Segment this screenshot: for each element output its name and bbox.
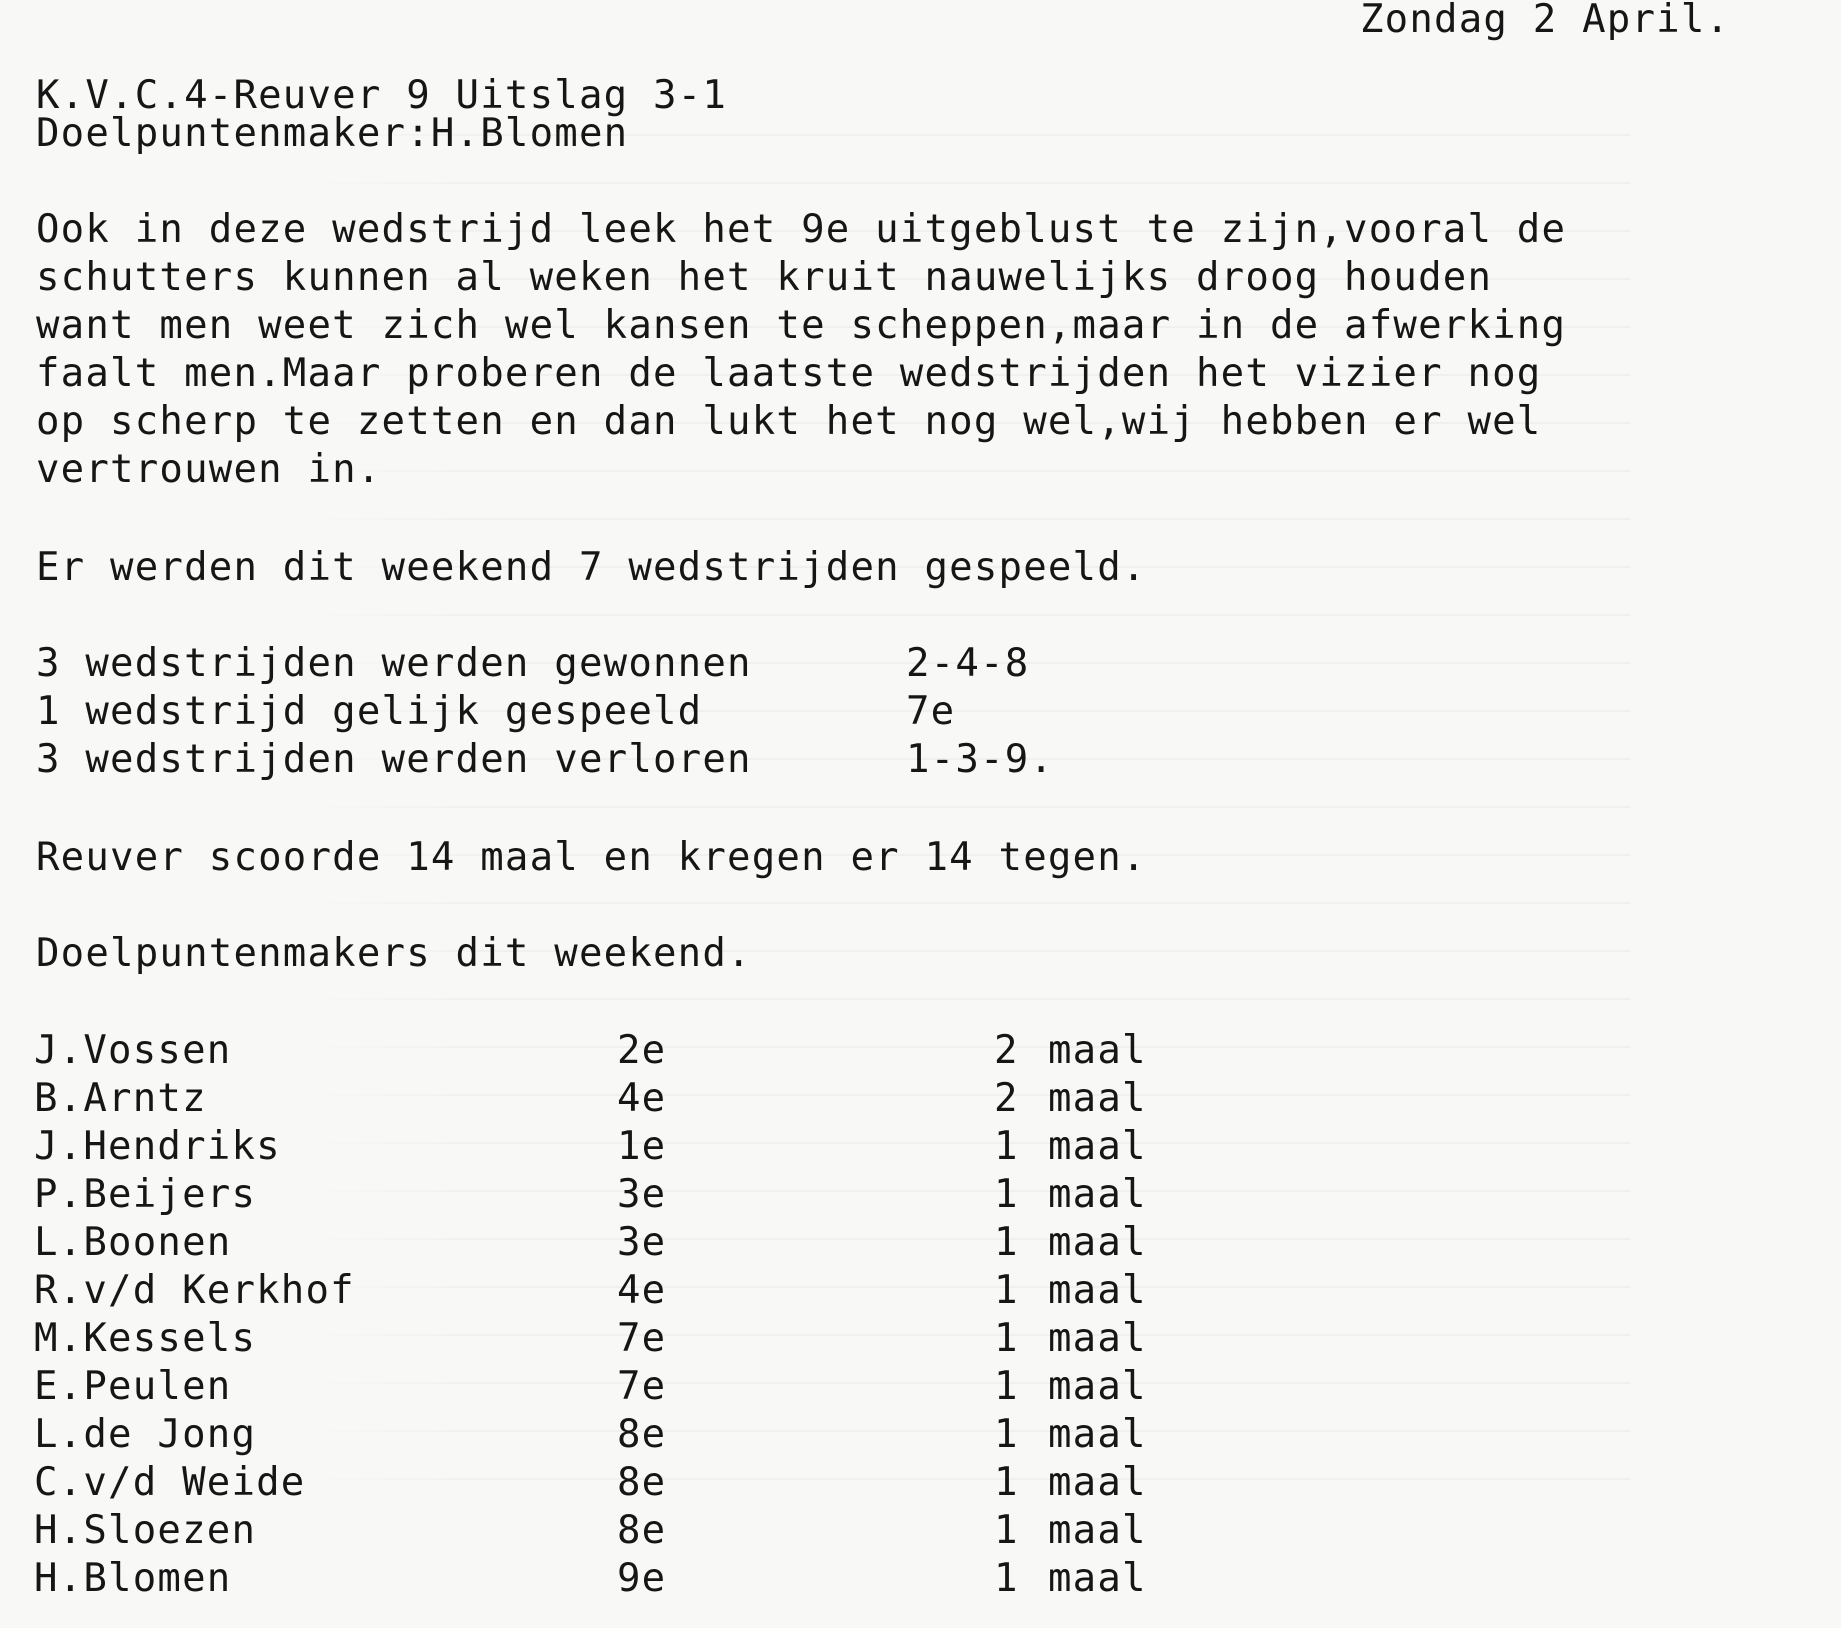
scorer-name: M.Kessels xyxy=(34,1316,257,1361)
scorer-team: 4e xyxy=(617,1268,667,1313)
scorer-unit: maal xyxy=(1048,1460,1147,1505)
scorer-unit: maal xyxy=(1048,1412,1147,1457)
scorer-count: 1 xyxy=(994,1220,1019,1265)
scorer-count: 1 xyxy=(994,1412,1019,1457)
scorer-row xyxy=(0,1268,1841,1316)
scorer-row xyxy=(0,1220,1841,1268)
scorer-unit: maal xyxy=(1048,1028,1147,1073)
scorer-name: B.Arntz xyxy=(34,1076,207,1121)
scorer-unit: maal xyxy=(1048,1220,1147,1265)
scorer-row xyxy=(0,1556,1841,1604)
scorer-count: 1 xyxy=(994,1460,1019,1505)
scorer-name: C.v/d Weide xyxy=(34,1460,306,1505)
scorer-row xyxy=(0,1508,1841,1556)
date-line: Zondag 2 April. xyxy=(1360,0,1731,42)
scorer-team: 1e xyxy=(617,1124,667,1169)
scorer-unit: maal xyxy=(1048,1076,1147,1121)
result-text: 1 wedstrijd gelijk gespeeld xyxy=(36,689,703,734)
scorer-name: H.Sloezen xyxy=(34,1508,257,1553)
scorer-row xyxy=(0,1316,1841,1364)
scorer-unit: maal xyxy=(1048,1364,1147,1409)
scorer-team: 7e xyxy=(617,1364,667,1409)
scorer-team: 9e xyxy=(617,1556,667,1601)
scorer-team: 8e xyxy=(617,1412,667,1457)
scorer-row xyxy=(0,1364,1841,1412)
scorer-name: L.de Jong xyxy=(34,1412,257,1457)
match-title: K.V.C.4-Reuver 9 Uitslag 3-1 xyxy=(36,73,728,118)
scorer-row xyxy=(0,1124,1841,1172)
result-teams: 2-4-8 xyxy=(906,641,1030,686)
report-line: faalt men.Maar proberen de laatste wedstrijden het vizier nog xyxy=(36,351,1542,396)
scorer-unit: maal xyxy=(1048,1268,1147,1313)
scorer-name: J.Vossen xyxy=(34,1028,232,1073)
scorer-count: 1 xyxy=(994,1508,1019,1553)
weekend-summary: Er werden dit weekend 7 wedstrijden gespeeld. xyxy=(36,545,1147,590)
scorer-unit: maal xyxy=(1048,1508,1147,1553)
result-text: 3 wedstrijden werden verloren xyxy=(36,737,752,782)
scorer-row xyxy=(0,1172,1841,1220)
scorer-name: R.v/d Kerkhof xyxy=(34,1268,355,1313)
match-scorer: Doelpuntenmaker:H.Blomen xyxy=(36,111,629,156)
scorer-name: L.Boonen xyxy=(34,1220,232,1265)
scorer-team: 4e xyxy=(617,1076,667,1121)
scorer-name: H.Blomen xyxy=(34,1556,232,1601)
report-line: vertrouwen in. xyxy=(36,447,382,492)
scorer-count: 1 xyxy=(994,1556,1019,1601)
scorer-team: 8e xyxy=(617,1508,667,1553)
scorer-team: 3e xyxy=(617,1172,667,1217)
report-line: Ook in deze wedstrijd leek het 9e uitgeblust te zijn,vooral de xyxy=(36,207,1567,252)
scorer-team: 7e xyxy=(617,1316,667,1361)
result-text: 3 wedstrijden werden gewonnen xyxy=(36,641,752,686)
scorer-count: 1 xyxy=(994,1172,1019,1217)
scorer-name: E.Peulen xyxy=(34,1364,232,1409)
scorer-unit: maal xyxy=(1048,1124,1147,1169)
scorer-count: 2 xyxy=(994,1076,1019,1121)
scorer-unit: maal xyxy=(1048,1316,1147,1361)
scorer-name: P.Beijers xyxy=(34,1172,257,1217)
scorer-count: 2 xyxy=(994,1028,1019,1073)
scorer-team: 3e xyxy=(617,1220,667,1265)
scorer-unit: maal xyxy=(1048,1556,1147,1601)
scorer-row xyxy=(0,1412,1841,1460)
report-line: op scherp te zetten en dan lukt het nog wel,wij hebben er wel xyxy=(36,399,1542,444)
scorer-count: 1 xyxy=(994,1316,1019,1361)
report-line: want men weet zich wel kansen te scheppen,maar in de afwerking xyxy=(36,303,1567,348)
scorer-team: 8e xyxy=(617,1460,667,1505)
scorer-unit: maal xyxy=(1048,1172,1147,1217)
scorer-row xyxy=(0,1028,1841,1076)
report-line: schutters kunnen al weken het kruit nauwelijks droog houden xyxy=(36,255,1493,300)
scorer-count: 1 xyxy=(994,1364,1019,1409)
scorer-team: 2e xyxy=(617,1028,667,1073)
scorer-count: 1 xyxy=(994,1124,1019,1169)
scorers-title: Doelpuntenmakers dit weekend. xyxy=(36,931,752,976)
score-line: Reuver scoorde 14 maal en kregen er 14 tegen. xyxy=(36,835,1147,880)
result-teams: 1-3-9. xyxy=(906,737,1055,782)
result-teams: 7e xyxy=(906,689,956,734)
scorer-row xyxy=(0,1076,1841,1124)
scorer-name: J.Hendriks xyxy=(34,1124,281,1169)
scorer-row xyxy=(0,1460,1841,1508)
scorer-count: 1 xyxy=(994,1268,1019,1313)
